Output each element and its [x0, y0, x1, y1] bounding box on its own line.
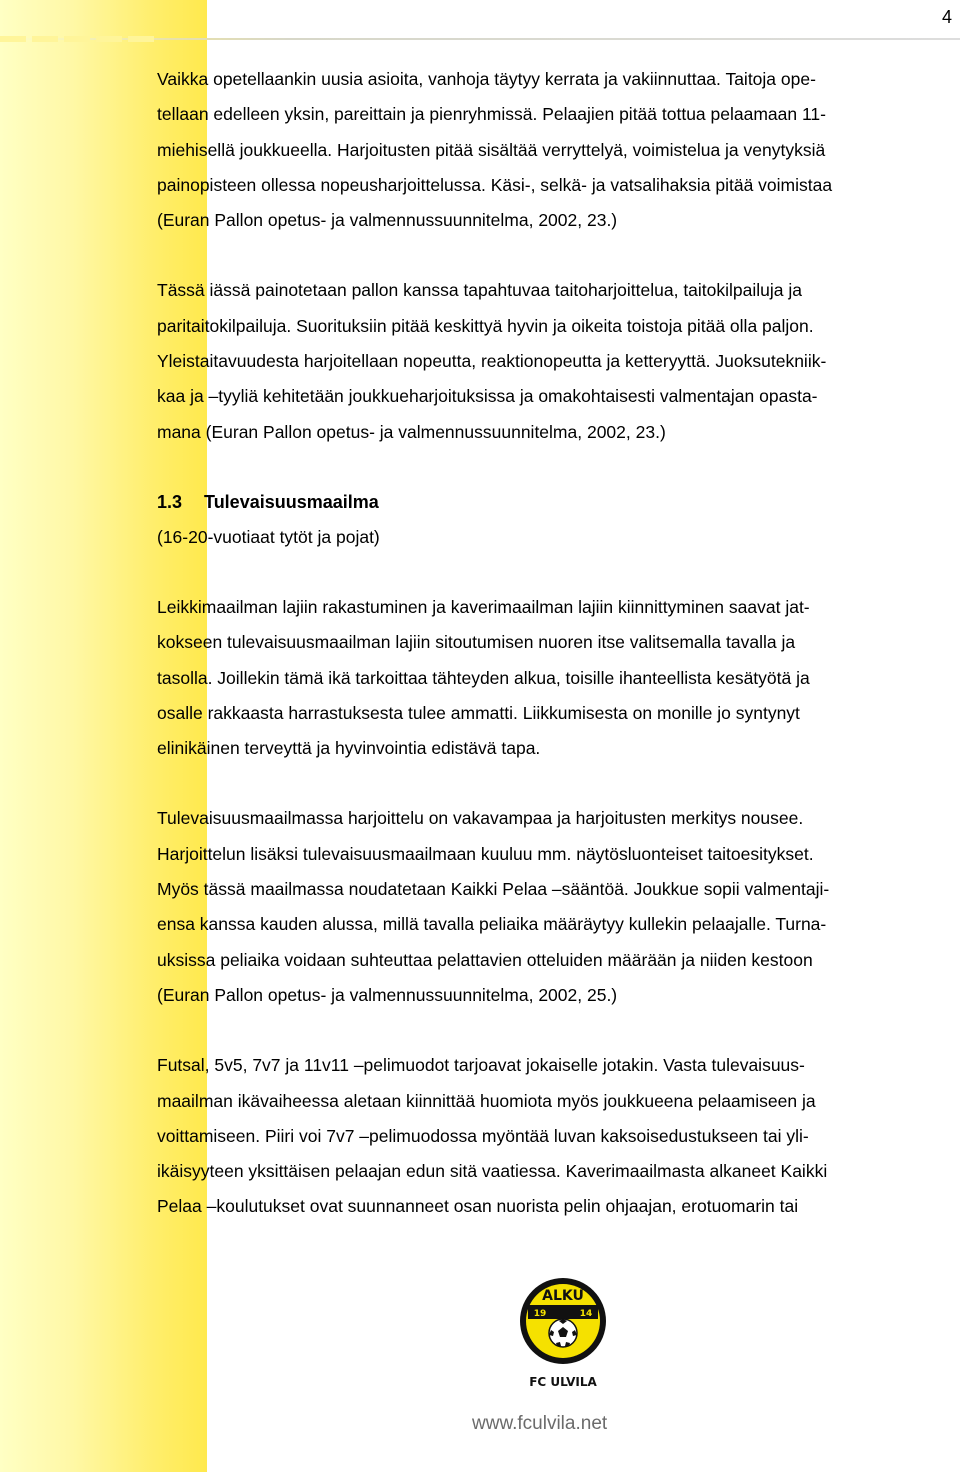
paragraph: Tulevaisuusmaailmassa harjoittelu on vakavampaa ja harjoitusten merkitys nousee. Harjoittelun lisäksi tulevaisuusmaailmaan kuuluu mm. näytösluonteiset taitoesitykset. Myös tässä maailmassa noudatetaan Kaikki Pelaa –sääntöä. Joukkue sopii valmentaji- ensa kanssa kauden alussa, millä tavalla peliaika määräytyy kullekin pelaajalle. Turna- uksissa peliaika voidaan suhteuttaa pelattavien otteluiden määrään ja niiden kestoon (Euran Pallon opetus- ja valmennussuunnitelma, 2002, 25.) — [157, 808, 830, 1005]
header-dashes — [0, 36, 160, 42]
logo-top-text: ALKU — [542, 1288, 584, 1304]
section-subtitle: (16-20-vuotiaat tytöt ja pojat) — [157, 526, 380, 547]
section-title: Tulevaisuusmaailma — [204, 491, 379, 512]
page-body — [157, 62, 953, 1225]
logo-year-left: 19 — [533, 1309, 547, 1319]
paragraph: Futsal, 5v5, 7v7 ja 11v11 –pelimuodot tarjoavat jokaiselle jotakin. Vasta tulevaisuus- maailman ikävaiheessa aletaan kiinnittää huomiota myös joukkueena pelaamiseen ja voittamiseen. Piiri voi 7v7 –pelimuodossa myöntää luvan kaksoisedustukseen tai yli- ikäisyyteen yksittäisen pelaajan edun sitä vaatiessa. Kaverimaailmasta alkaneet Kaikki Pelaa –koulutukset ovat suunnanneet osan nuorista pelin ohjaajan, erotuomarin tai — [157, 1055, 828, 1217]
logo-year-right: 14 — [579, 1309, 593, 1319]
soccer-ball-icon — [549, 1319, 577, 1347]
logo-club-name: FC ULVILA — [529, 1375, 597, 1389]
section-heading — [157, 485, 953, 520]
section-number: 1.3 — [157, 491, 183, 512]
paragraph: Vaikka opetellaankin uusia asioita, vanhoja täytyy kerrata ja vakiinnuttaa. Taitoja ope- tellaan edelleen yksin, pareittain ja pienryhmissä. Pelaajien pitää tottua pelaamaan 11- miehisellä joukkueella. Harjoitusten pitää sisältää verryttelyä, voimistelua ja venytyksiä painopisteen ollessa nopeusharjoittelussa. Käsi-, selkä- ja vatsalihaksia pitää voimistaa (Euran Pallon opetus- ja valmennussuunnitelma, 2002, 23.) — [157, 69, 833, 231]
club-logo — [512, 1276, 614, 1390]
paragraph: Leikkimaailman lajiin rakastuminen ja kaverimaailman lajiin kiinnittyminen saavat jat- kokseen tulevaisuusmaailman lajiin sitoutumisen nuoren itse valitsemalla tavalla ja tasolla. Joillekin tämä ikä tarkoittaa tähteyden alkua, toisille ihanteellista kesätyötä ja osalle rakkaasta harrastuksesta tulee ammatti. Liikkumisesta on monille jo syntynyt elinikäinen terveyttä ja hyvinvointia edistävä tapa. — [157, 596, 810, 759]
footer-url[interactable]: www.fculvila.net — [472, 1413, 608, 1434]
paragraph: Tässä iässä painotetaan pallon kanssa tapahtuvaa taitoharjoittelua, taitokilpailuja ja paritaitokilpailuja. Suorituksiin pitää keskittyä hyvin ja oikeita toistoja pitää olla paljon. Yleistaitavuudesta harjoitellaan nopeutta, reaktionopeutta ja ketteryyttä. Juoksutekniik- kaa ja –tyyliä kehitetään joukkueharjoituksissa ja omakohtaisesti valmentajan opasta- mana (Euran Pallon opetus- ja valmennussuunnitelma, 2002, 23.) — [157, 280, 827, 442]
page-number: 4 — [941, 7, 952, 27]
